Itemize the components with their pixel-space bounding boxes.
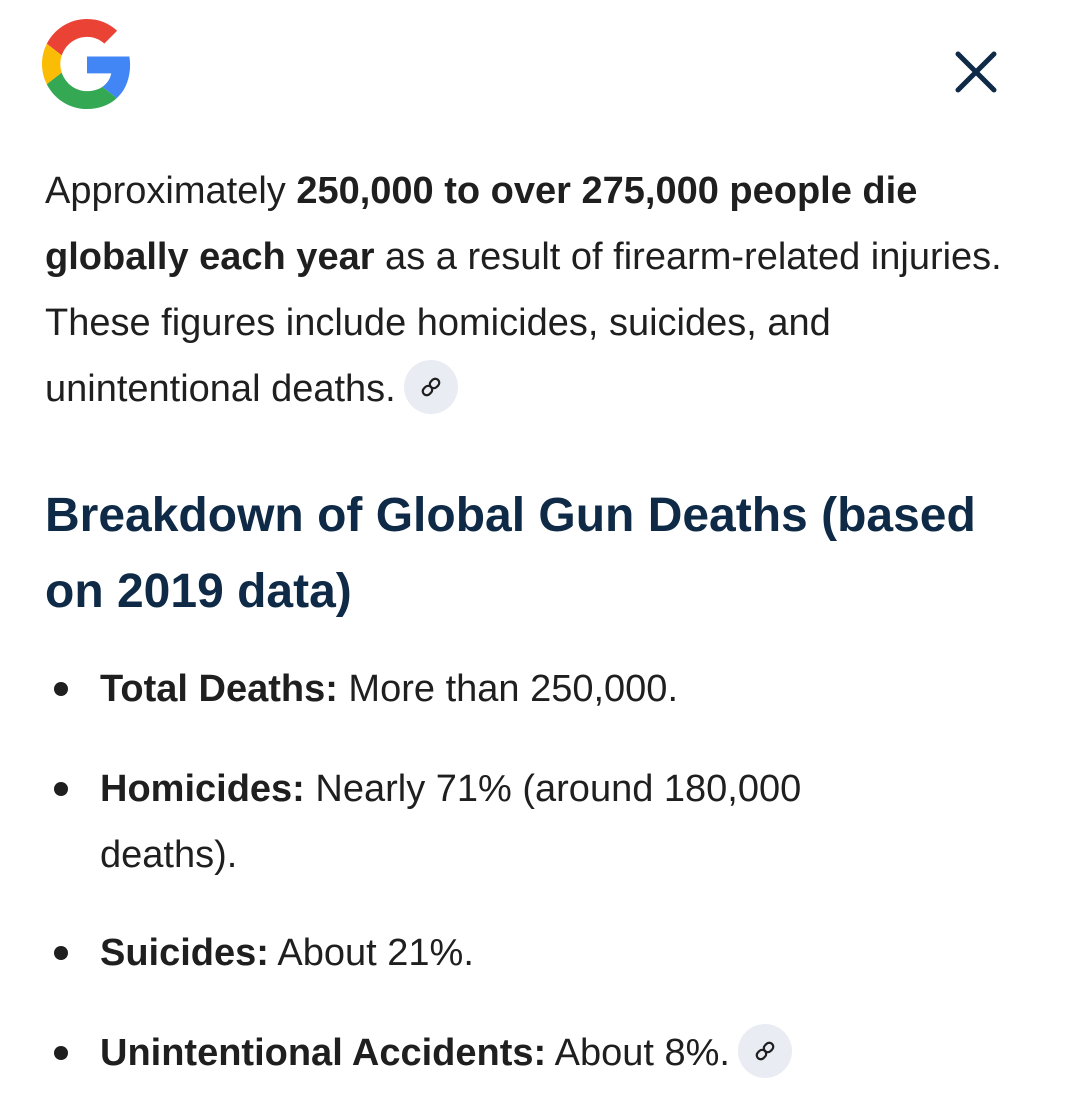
intro-highlight: 250,000 to over 275,000 people die globally each year	[45, 170, 918, 278]
bullet	[54, 682, 68, 696]
list-item	[0, 756, 1080, 888]
list-item-label: Suicides:	[100, 932, 269, 974]
list-item	[0, 656, 1080, 722]
bullet	[54, 1046, 68, 1060]
list-item-text: About 21%.	[268, 932, 474, 974]
source-link-button[interactable]	[738, 1024, 792, 1078]
list-item-label: Unintentional Accidents:	[100, 1032, 547, 1074]
link-icon	[419, 375, 443, 399]
close-icon	[952, 48, 1000, 96]
intro-suffix: as a result of firearm-related injuries. These figures include homicides, suicides, and unintentional deaths.	[45, 236, 1002, 410]
bullet	[54, 946, 68, 960]
breakdown-list	[0, 656, 1080, 1086]
intro-prefix: Approximately	[45, 170, 297, 212]
list-item	[0, 1020, 1080, 1086]
intro-paragraph	[45, 158, 1045, 422]
header	[0, 0, 1080, 130]
bullet	[54, 782, 68, 796]
list-item	[0, 920, 1080, 986]
list-item-label: Homicides:	[100, 768, 305, 810]
list-item-text: More than 250,000.	[337, 668, 679, 710]
source-link-button[interactable]	[404, 360, 458, 414]
link-icon	[753, 1039, 777, 1063]
section-title: Breakdown of Global Gun Deaths (based on 2019 data)	[45, 489, 976, 618]
list-item-label: Total Deaths:	[100, 668, 338, 710]
close-button[interactable]	[944, 40, 1008, 104]
google-logo-icon	[42, 19, 132, 109]
list-item-text: Nearly 71% (around 180,000 deaths).	[100, 768, 802, 876]
list-item-text: About 8%.	[546, 1032, 730, 1074]
